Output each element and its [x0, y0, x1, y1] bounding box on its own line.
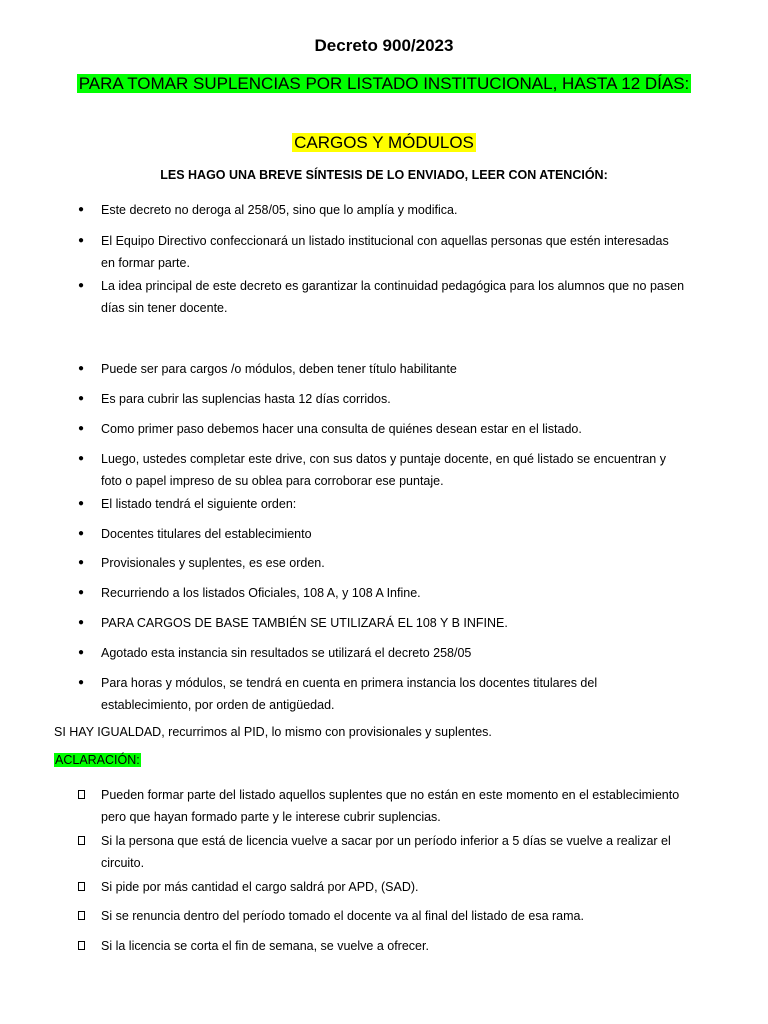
- bullet-icon: ●: [78, 677, 85, 688]
- intro-text: LES HAGO UNA BREVE SÍNTESIS DE LO ENVIADO, LEER CON ATENCIÓN:: [160, 168, 608, 182]
- aclaracion-heading: [54, 750, 141, 770]
- green-heading-text: PARA TOMAR SUPLENCIAS POR LISTADO INSTITUCIONAL, HASTA 12 DÍAS:: [78, 74, 690, 93]
- checkbox-icon: [78, 876, 92, 900]
- note-text: SI HAY IGUALDAD, recurrimos al PID, lo mismo con provisionales y suplentes.: [54, 725, 492, 739]
- document-page: Decreto 900/2023 PARA TOMAR SUPLENCIAS POR LISTADO INSTITUCIONAL, HASTA 12 DÍAS: CARGOS Y MÓDULOS LES HAGO UNA BREVE SÍNTESIS DE LO ENVIADO, LEER CON ATENCIÓN: ● Este decreto no deroga al 258/05, sino que lo amplía y modifica. ● El Equipo Directivo confeccionará un listado institucional con aquellas personas que estén interesadas en formar parte. ● La idea principal de este decreto es garantizar la continuidad pedagógica para los alumnos que no pasen días sin tener docente. ● Puede ser para cargos /o módulos, deben tener título habilitante ● Es para cubrir las suplencias hasta 12 días corridos. ● Como primer paso debemos hacer una consulta de quiénes desean estar en el listado. ● Luego, ustedes completar este drive, con sus datos y puntaje docente, en qué listado se encuentran y foto o papel impreso de su oblea para corroborar ese puntaje. ● El listado tendrá el siguiente orden: ● Docentes titulares del establecimiento ● Provisionales y suplentes, es ese orden. ● Recurriendo a los listados Oficiales, 108 A, y 108 A Infine. ● PARA CARGOS DE BASE TAMBIÉN SE UTILIZARÁ EL 108 Y B INFINE. ● Agotado esta instancia sin resultados se utilizará el decreto 258/05 ● Para horas y módulos, se tendrá en cuenta en primera instancia los docentes titulares del establecimiento, por orden de antigüedad. SI HAY IGUALDAD, recurrimos al PID, lo mismo con provisionales y suplentes. ACLARACIÓN: Pueden formar parte del listado aquellos suplentes que no están en este momento en el establecimiento pero que hayan formado parte y le interese cubrir suplencias. Si la persona que está de licencia vuelve a sacar por un período inferior a 5 días se vuelve a realizar el circuito. Si pide por más cantidad el cargo saldrá por APD, (SAD). Si se renuncia dentro del período tomado el docente va al final del listado de esa rama. Si la licencia se corta el fin de semana, se vuelve a ofrecer.: [0, 0, 768, 1024]
- bullet-icon: ●: [78, 204, 85, 215]
- bullet-icon: ●: [78, 423, 85, 434]
- bullet-icon: ●: [78, 647, 85, 658]
- yellow-heading: [0, 133, 768, 153]
- bullet-icon: ●: [78, 453, 85, 464]
- checkbox-icon: [78, 784, 92, 808]
- bullet-icon: ●: [78, 617, 85, 628]
- bullet-icon: ●: [78, 587, 85, 598]
- bullet-icon: ●: [78, 363, 85, 374]
- yellow-heading-text: CARGOS Y MÓDULOS: [294, 133, 474, 152]
- bullet-icon: ●: [78, 557, 85, 568]
- document-title: Decreto 900/2023: [314, 36, 454, 55]
- aclaracion-label: ACLARACIÓN:: [55, 753, 140, 767]
- checkbox-icon: [78, 905, 92, 929]
- bullet-icon: ●: [78, 528, 85, 539]
- bullet-icon: ●: [78, 498, 85, 509]
- bullet-icon: ●: [78, 280, 85, 291]
- green-heading: [60, 72, 708, 96]
- checkbox-icon: [78, 935, 92, 959]
- checkbox-icon: [78, 830, 92, 854]
- bullet-icon: ●: [78, 393, 85, 404]
- bullet-icon: ●: [78, 235, 85, 246]
